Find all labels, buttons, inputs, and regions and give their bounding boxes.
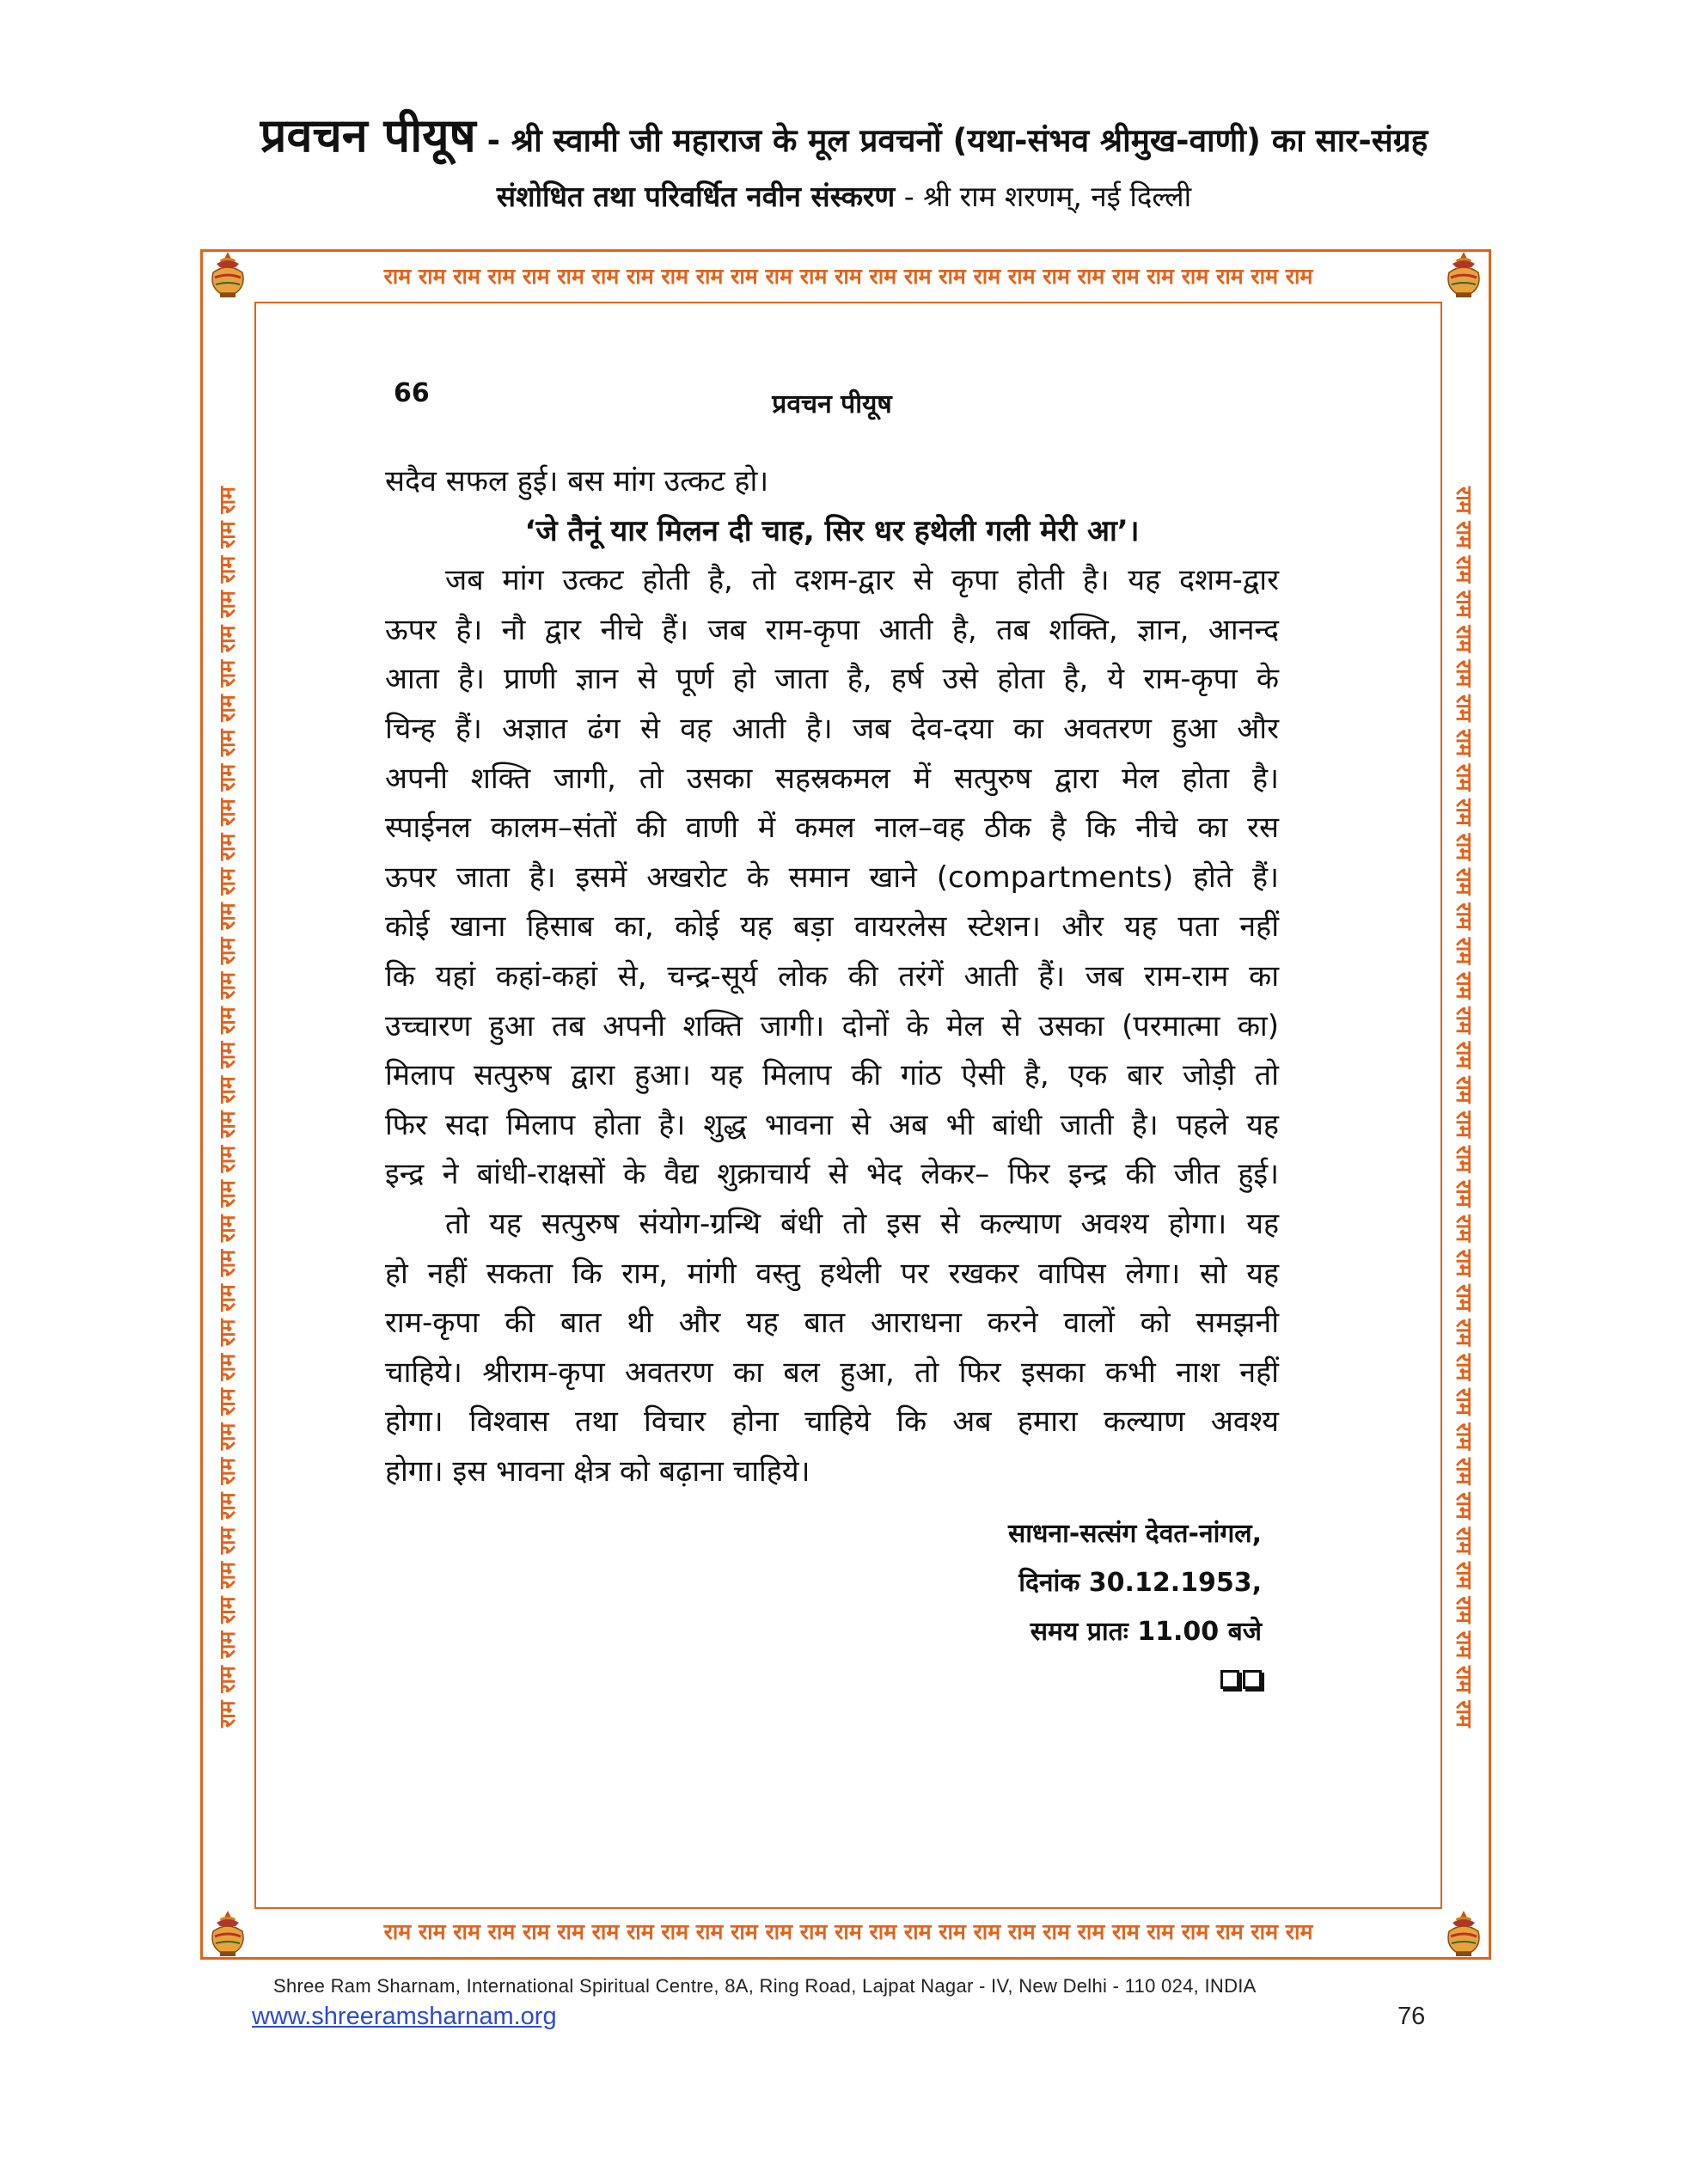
text-line: ऊपर जाता है। इसमें अखरोट के समान खाने (compartments) होते हैं। [385,860,1279,895]
border-bottom-text: राम राम राम राम राम राम राम राम राम राम राम राम राम राम राम राम राम राम राम राम राम राम राम राम राम राम राम [383,1919,1313,1944]
text-line: अपनी शक्ति जागी, तो उसका सहस्रकमल में सत्पुरुष द्वारा मेल होता है। [385,761,1279,796]
website-link[interactable]: www.shreeramsharnam.org [252,2003,557,2030]
border-left-text: राम राम राम राम राम राम राम राम राम राम राम राम राम राम राम राम राम राम राम राम राम राम राम राम राम राम राम राम राम राम राम राम राम राम राम राम [215,486,240,1728]
border-right [1439,321,1489,1893]
header-subtitle [0,172,1688,222]
text-line: फिर सदा मिलाप होता है। शुद्ध भावना से अब भी बांधी जाती है। पहले यह [385,1107,1279,1142]
text-line: स्पाईनल कालम–संतों की वाणी में कमल नाल–वह ठीक है कि नीचे का रस [385,811,1279,846]
book-page-number: 66 [394,378,430,408]
end-mark-icon [1217,1656,1262,1705]
sermon-time: समय प्रातः 11.00 बजे [1030,1617,1262,1647]
text-line: मिलाप सत्पुरुष द्वारा हुआ। यह मिलाप की गांठ ऐसी है, एक बार जोड़ी तो [385,1058,1279,1093]
text-line: जब मांग उत्कट होती है, तो दशम-द्वार से कृपा होती है। यह दशम-द्वार [445,563,1279,598]
body-text [385,457,1279,1496]
kalash-icon [1437,1907,1490,1961]
text-line: आता है। प्राणी ज्ञान से पूर्ण हो जाता है, हर्ष उसे होता है, ये राम-कृपा के [385,662,1279,697]
border-top-text: राम राम राम राम राम राम राम राम राम राम राम राम राम राम राम राम राम राम राम राम राम राम राम राम राम राम राम [383,264,1313,289]
sermon-place: साधना-सत्संग देवत-नांगल, [1007,1519,1262,1549]
header-title [0,110,1688,167]
text-line: उच्चारण हुआ तब अपनी शक्ति जागी। दोनों के मेल से उसका (परमात्मा का) [385,1008,1279,1043]
kalash-icon [201,1907,254,1961]
text-line: ऊपर है। नौ द्वार नीचे हैं। जब राम-कृपा आती है, तब शक्ति, ज्ञान, आनन्द [385,612,1279,647]
sermon-date: दिनांक 30.12.1953, [1018,1568,1262,1598]
text-line: कोई खाना हिसाब का, कोई यह बड़ा वायरलेस स्टेशन। और यह पता नहीं [385,909,1279,945]
pdf-page-number: 76 [1397,2003,1426,2030]
text-line: तो यह सत्पुरुष संयोग-ग्रन्थि बंधी तो इस से कल्याण अवश्य होगा। यह [445,1206,1279,1241]
sermon-signature [1008,1509,1262,1705]
quote-line: ‘जे तैनूं यार मिलन दी चाह, सिर धर हथेली गली मेरी आ’। [524,513,1140,548]
text-line: राम-कृपा की बात थी और यह बात आराधना करने वालों को समझनी [385,1306,1279,1341]
text-line: सदैव सफल हुई। बस मांग उत्कट हो। [385,464,769,499]
header-title-rest: - श्री स्वामी जी महाराज के मूल प्रवचनों (यथा-संभव श्रीमुख-वाणी) का सार-संग्रह [475,122,1428,159]
text-line: चिन्ह हैं। अज्ञात ढंग से वह आती है। जब देव-दया का अवतरण हुआ और [385,711,1279,746]
book-running-title: प्रवचन पीयूष [772,389,892,419]
text-line: होगा। इस भावना क्षेत्र को बढ़ाना चाहिये। [385,1453,810,1489]
text-line: चाहिये। श्रीराम-कृपा अवतरण का बल हुआ, तो फिर इसका कभी नाश नहीं [385,1355,1279,1390]
header-title-main: प्रवचन पीयूष [260,108,476,162]
header-subtitle-normal: - श्री राम शरणम्, नई दिल्ली [895,180,1192,213]
text-line: इन्द्र ने बांधी-राक्षसों के वैद्य शुक्राचार्य से भेद लेकर– फिर इन्द्र की जीत हुई। [385,1157,1279,1192]
header-subtitle-bold: संशोधित तथा परिवर्धित नवीन संस्करण [496,180,896,213]
text-line: हो नहीं सकता कि राम, मांगी वस्तु हथेली पर रखकर वापिस लेगा। सो यह [385,1256,1279,1291]
footer-address: Shree Ram Sharnam, International Spiritual Centre, 8A, Ring Road, Lajpat Nagar - IV, New Delhi - 110 024, INDIA [273,1975,1257,1997]
text-line: होगा। विश्वास तथा विचार होना चाहिये कि अब हमारा कल्याण अवश्य [385,1404,1279,1440]
document-header [0,110,1688,222]
kalash-icon [201,248,254,302]
text-line: कि यहां कहां-कहां से, चन्द्र-सूर्य लोक की तरंगें आती हैं। जब राम-राम का [385,958,1279,994]
kalash-icon [1437,248,1490,302]
border-left [203,321,253,1893]
border-right-text: राम राम राम राम राम राम राम राम राम राम राम राम राम राम राम राम राम राम राम राम राम राम राम राम राम राम राम राम राम राम राम राम राम राम राम राम [1452,486,1477,1728]
